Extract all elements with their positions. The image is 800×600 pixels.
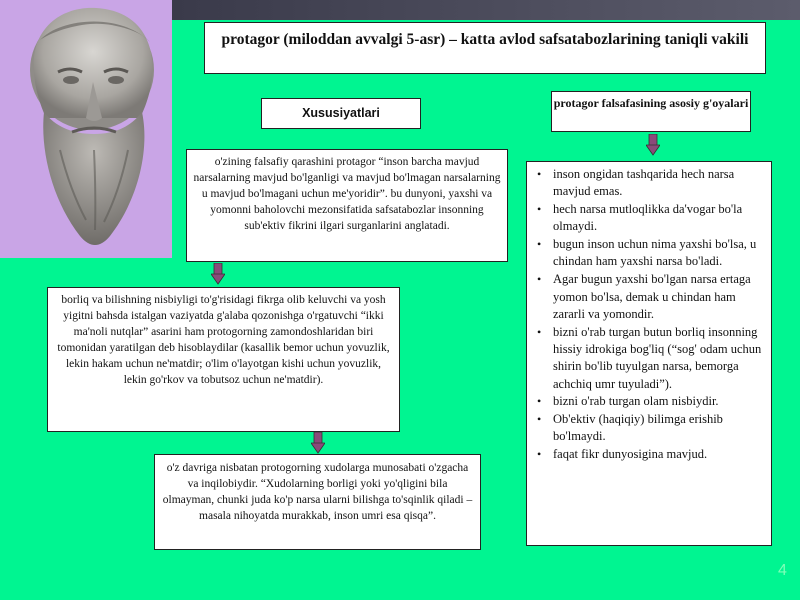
down-arrow-icon (311, 432, 325, 454)
list-item: • bugun inson uchun nima yaxshi bo'lsa, u chindan ham yaxshi narsa bo'ladi. (537, 236, 765, 271)
down-arrow-icon (211, 263, 225, 285)
list-item: • bizni o'rab turgan butun borliq insonning hissiy idrokiga bog'liq (“sog' odam uchun shirin bo'lib tuyulgan narsa, bemorga achchiq umr tuyuladi”). (537, 324, 765, 393)
ideas-list-box (526, 161, 772, 546)
list-item: • bizni o'rab turgan olam nisbiydir. (537, 393, 765, 410)
page-number: 4 (778, 562, 787, 579)
double-speeches-paragraph: borliq va bilishning nisbiyligi to'g'risidagi fikrga olib keluvchi va yosh yigitni bahsda istalgan vaziyatda g'alaba qozonishga o'rgatuvchi “ikki ma'noli nutqlar” asarini ham protogorning zamondoshlaridan biri tomonidan yaratilgan deb hisoblaydilar (kasallik bemor uchun yovuzlik, lekin hakam uchun ne'matdir; o'lim o'layotgan kishi uchun yovuzlik, lekin go'rkov va tobutsoz uchun ne'matdir). (47, 287, 400, 432)
features-label: Xususiyatlari (261, 98, 421, 129)
bust-portrait-icon (0, 0, 172, 258)
list-item: • inson ongidan tashqarida hech narsa mavjud emas. (537, 166, 765, 201)
list-item: • faqat fikr dunyosigina mavjud. (537, 446, 765, 463)
list-item: • hech narsa mutloqlikka da'vogar bo'la olmaydi. (537, 201, 765, 236)
philosophy-paragraph: o'zining falsafiy qarashini protagor “inson barcha mavjud narsalarning mavjud bo'lganligi va mavjud bo'lmagan narsalarning u mavjud bo'lmagani uchun me'yoridir”. bu dunyoni, yaxshi va yomonni baholovchi mezonsifatida safsatabozlar insonning sub'ektiv fikrini ilgari surganlarini anglatadi. (186, 149, 508, 262)
slide-title: protagor (miloddan avvalgi 5-asr) – katta avlod safsatabozlarining taniqli vakili (204, 22, 766, 74)
list-item: • Agar bugun yaxshi bo'lgan narsa ertaga yomon bo'lsa, demak u chindan ham zararli va yomondir. (537, 271, 765, 323)
top-bar (172, 0, 800, 20)
protagoras-bust-image (0, 0, 172, 258)
list-item: • Ob'ektiv (haqiqiy) bilimga erishib bo'lmaydi. (537, 411, 765, 446)
main-ideas-label: protagor falsafasining asosiy g'oyalari (551, 91, 751, 132)
gods-attitude-paragraph: o'z davriga nisbatan protogorning xudolarga munosabati o'zgacha va inqilobiydir. “Xudolarning borligi yoki yo'qligini bila olmayman, chunki juda ko'p narsa ularni bilishga to'sqinlik qiladi – masala nihoyatda murakkab, inson umri esa qisqa”. (154, 454, 481, 550)
down-arrow-icon (646, 134, 660, 156)
ideas-list (537, 166, 765, 464)
